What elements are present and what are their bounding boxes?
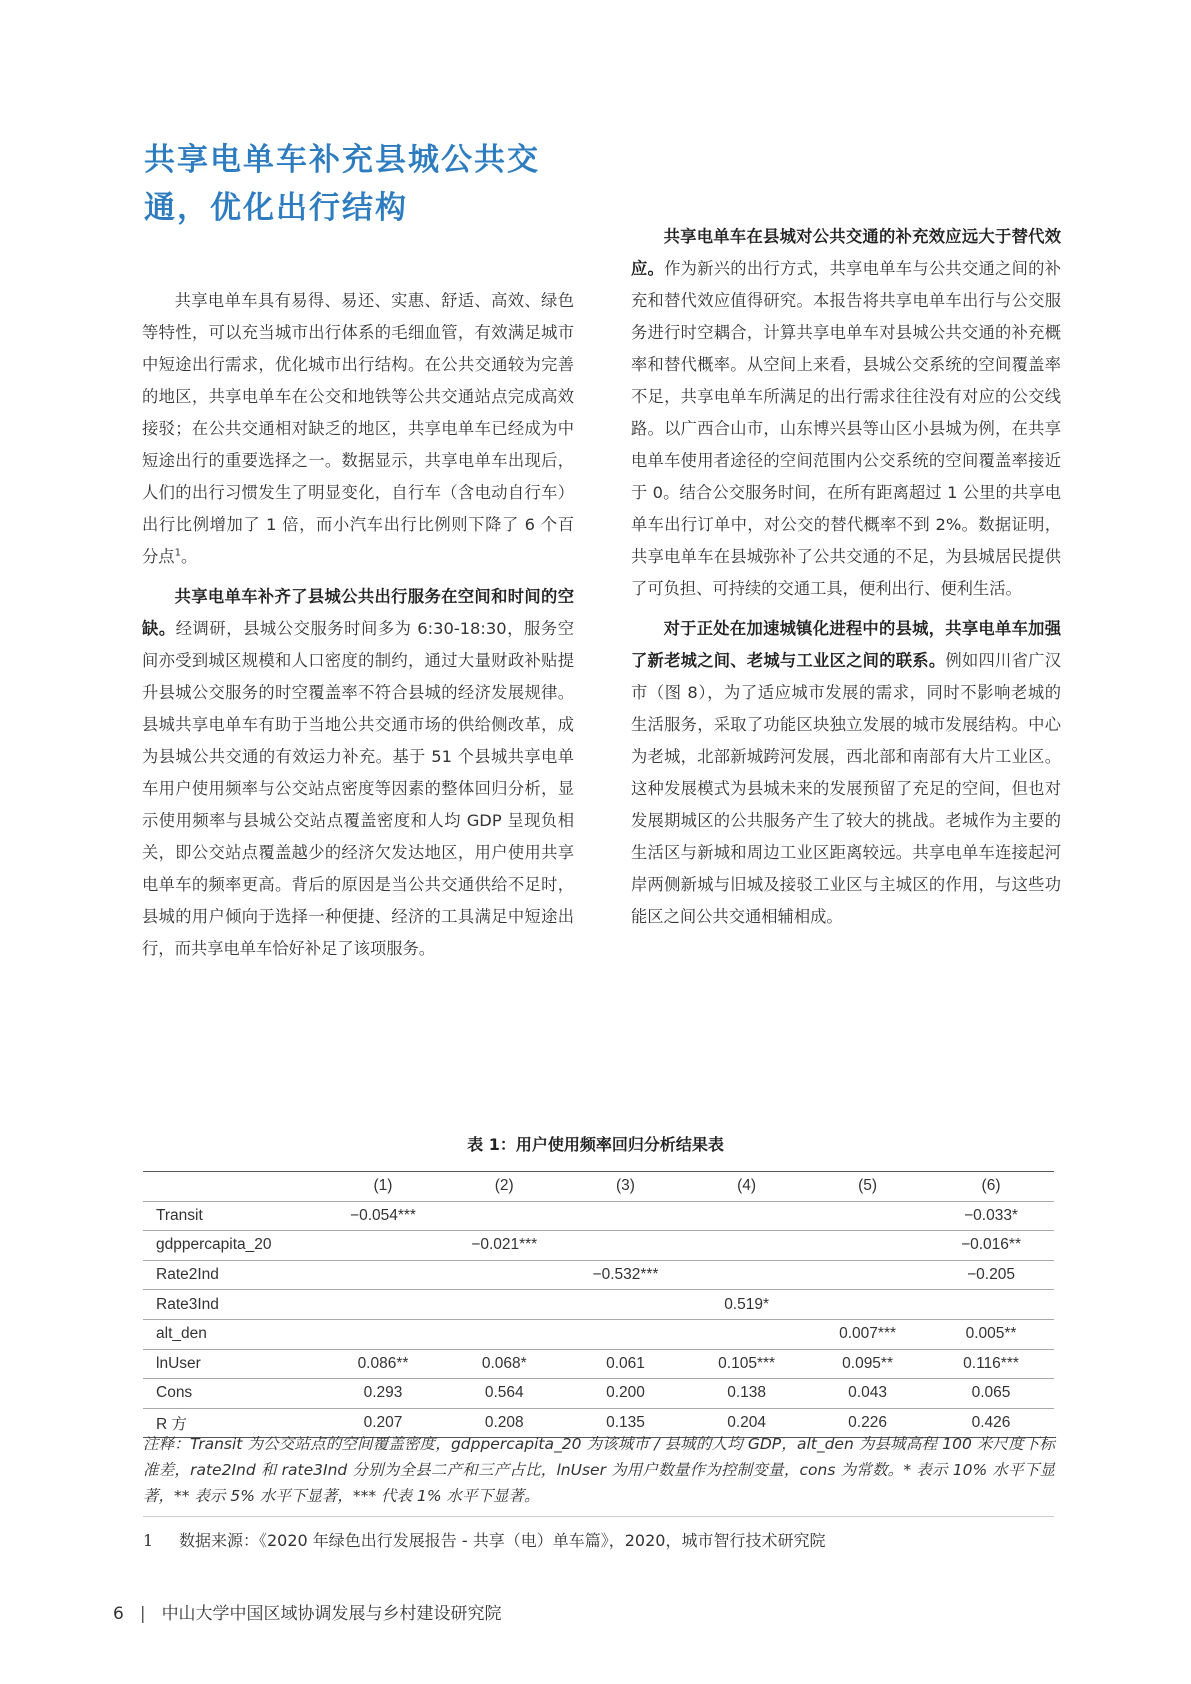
table-cell <box>686 1201 807 1231</box>
table-cell <box>686 1260 807 1290</box>
table-cell <box>565 1201 686 1231</box>
table-cell: 0.426 <box>928 1408 1054 1438</box>
table-cell: 0.086** <box>322 1349 443 1379</box>
table-note: 注释：Transit 为公交站点的空间覆盖密度，gdppercapita_20 为该城市 / 县城的人均 GDP，alt_den 为县城高程 100 米尺度下标准差，rate2Ind 和 rate3Ind 分别为全县二产和三产占比，lnUser 为用户数量作为控制变量，cons 为常数。* 表示 10% 水平下显著，** 表示 5% 水平下显著，*** 代表 1% 水平下显著。 <box>143 1435 1055 1505</box>
table-cell: −0.532*** <box>565 1260 686 1290</box>
table-cell: −0.016** <box>928 1231 1054 1261</box>
table-cell <box>686 1319 807 1349</box>
table-cell: 0.138 <box>686 1379 807 1409</box>
row-variable-name: gdppercapita_20 <box>143 1231 322 1261</box>
table-cell <box>807 1231 928 1261</box>
paragraph-lead: 共享电单车在县城对公共交通的补充效应远大于替代效应。 <box>631 227 1061 278</box>
table-cell <box>322 1231 443 1261</box>
footer-separator: | <box>139 1604 146 1624</box>
paragraph-text: 。 <box>180 547 198 566</box>
row-variable-name: lnUser <box>143 1349 322 1379</box>
table-header-cell: (5) <box>807 1172 928 1202</box>
table-cell <box>322 1260 443 1290</box>
table-cell: 0.564 <box>444 1379 565 1409</box>
table-cell <box>807 1260 928 1290</box>
paragraph <box>631 613 1061 933</box>
table-header-cell: (6) <box>928 1172 1054 1202</box>
paragraph <box>142 285 574 573</box>
table-cell <box>565 1231 686 1261</box>
table-row <box>143 1319 1054 1349</box>
right-text-column <box>631 221 1061 941</box>
paragraph-text: 经调研，县城公交服务时间多为 6:30-18:30，服务空间亦受到城区规模和人口密度的制约，通过大量财政补贴提升县城公交服务的时空覆盖率不符合县城的经济发展规律。县城共享电单车有助于当地公共交通市场的供给侧改革，成为县城公共交通的有效运力补充。基于 51 个县城共享电单车用户使用频率与公交站点密度等因素的整体回归分析，显示使用频率与县城公交站点覆盖密度和人均 GDP 呈现负相关，即公交站点覆盖越少的经济欠发达地区，用户使用共享电单车的频率更高。背后的原因是当公共交通供给不足时，县城的用户倾向于选择一种便捷、经济的工具满足中短途出行，而共享电单车恰好补足了该项服务。 <box>142 619 574 958</box>
paragraph-text: 作为新兴的出行方式，共享电单车与公共交通之间的补充和替代效应值得研究。本报告将共享电单车出行与公交服务进行时空耦合，计算共享电单车对县城公共交通的补充概率和替代概率。从空间上来看，县城公交系统的空间覆盖率不足，共享电单车所满足的出行需求往往没有对应的公交线路。以广西合山市，山东博兴县等山区小县城为例，在共享电单车使用者途径的空间范围内公交系统的空间覆盖率接近于 0。结合公交服务时间，在所有距离超过 1 公里的共享电单车出行订单中，对公交的替代概率不到 2%。数据证明，共享电单车在县城弥补了公共交通的不足，为县城居民提供了可负担、可持续的交通工具，便利出行、便利生活。 <box>631 259 1061 598</box>
table-cell <box>444 1319 565 1349</box>
table-cell: −0.033* <box>928 1201 1054 1231</box>
paragraph-lead: 共享电单车补齐了县城公共出行服务在空间和时间的空缺。 <box>142 587 574 638</box>
table-header-row <box>143 1172 1054 1202</box>
table-cell <box>322 1319 443 1349</box>
footnote-number: 1 <box>143 1531 154 1550</box>
table-cell: 0.135 <box>565 1408 686 1438</box>
row-variable-name: Transit <box>143 1201 322 1231</box>
table-cell: −0.021*** <box>444 1231 565 1261</box>
table-cell: 0.200 <box>565 1379 686 1409</box>
paragraph-text: 例如四川省广汉市（图 8），为了适应城市发展的需求，同时不影响老城的生活服务，采取了功能区块独立发展的城市发展结构。中心为老城，北部新城跨河发展，西北部和南部有大片工业区。这种发展模式为县城未来的发展预留了充足的空间，但也对发展期城区的公共服务产生了较大的挑战。老城作为主要的生活区与新城和周边工业区距离较远。共享电单车连接起河岸两侧新城与旧城及接驳工业区与主城区的作用，与这些功能区之间公共交通相辅相成。 <box>631 651 1061 926</box>
left-text-column <box>142 285 574 973</box>
table-header-cell: (2) <box>444 1172 565 1202</box>
table-cell <box>444 1260 565 1290</box>
table-cell: 0.519* <box>686 1290 807 1320</box>
page-number: 6 <box>113 1604 124 1624</box>
table-cell <box>807 1290 928 1320</box>
table-cell: 0.005** <box>928 1319 1054 1349</box>
paragraph <box>631 221 1061 605</box>
footnote-divider <box>143 1516 1054 1517</box>
table-row <box>143 1379 1054 1409</box>
row-variable-name: Rate3Ind <box>143 1290 322 1320</box>
table-cell: 0.065 <box>928 1379 1054 1409</box>
table-caption: 表 1：用户使用频率回归分析结果表 <box>467 1135 724 1154</box>
table-cell <box>322 1290 443 1320</box>
table-row <box>143 1349 1054 1379</box>
table-cell: −0.054*** <box>322 1201 443 1231</box>
table-cell: 0.208 <box>444 1408 565 1438</box>
table-row <box>143 1231 1054 1261</box>
table-header-cell: (1) <box>322 1172 443 1202</box>
table-cell <box>565 1290 686 1320</box>
row-variable-name: Cons <box>143 1379 322 1409</box>
table-cell: 0.061 <box>565 1349 686 1379</box>
paragraph <box>142 581 574 965</box>
page-footer <box>113 1599 502 1624</box>
paragraph-text: 共享电单车具有易得、易还、实惠、舒适、高效、绿色等特性，可以充当城市出行体系的毛细血管，有效满足城市中短途出行需求，优化城市出行结构。在公共交通较为完善的地区，共享电单车在公交和地铁等公共交通站点完成高效接驳；在公共交通相对缺乏的地区，共享电单车已经成为中短途出行的重要选择之一。数据显示，共享电单车出现后，人们的出行习惯发生了明显变化，自行车（含电动自行车）出行比例增加了 1 倍，而小汽车出行比例则下降了 6 个百分点 <box>142 291 574 566</box>
footnote <box>143 1528 1054 1551</box>
table-cell: 0.043 <box>807 1379 928 1409</box>
row-variable-name: Rate2Ind <box>143 1260 322 1290</box>
row-variable-name: alt_den <box>143 1319 322 1349</box>
table-cell <box>444 1290 565 1320</box>
table-cell: 0.095** <box>807 1349 928 1379</box>
table-row <box>143 1260 1054 1290</box>
table-cell: 0.068* <box>444 1349 565 1379</box>
table-cell <box>686 1231 807 1261</box>
table-cell: 0.204 <box>686 1408 807 1438</box>
table-header-cell: (4) <box>686 1172 807 1202</box>
table-cell: 0.207 <box>322 1408 443 1438</box>
table-cell: −0.205 <box>928 1260 1054 1290</box>
row-variable-name: R 方 <box>143 1408 322 1438</box>
table-cell: 0.226 <box>807 1408 928 1438</box>
table-cell <box>928 1290 1054 1320</box>
table-header-cell: (3) <box>565 1172 686 1202</box>
regression-table <box>143 1171 1054 1438</box>
table-row <box>143 1201 1054 1231</box>
table-cell: 0.293 <box>322 1379 443 1409</box>
table-cell: 0.007*** <box>807 1319 928 1349</box>
table-cell: 0.105*** <box>686 1349 807 1379</box>
paragraph-lead: 对于正处在加速城镇化进程中的县城，共享电单车加强了新老城之间、老城与工业区之间的联系。 <box>631 619 1061 670</box>
footer-institute: 中山大学中国区域协调发展与乡村建设研究院 <box>161 1604 502 1624</box>
table-cell <box>444 1201 565 1231</box>
footnote-ref[interactable]: 1 <box>174 547 181 559</box>
table-cell: 0.116*** <box>928 1349 1054 1379</box>
footnote-text: 数据来源：《2020 年绿色出行发展报告 - 共享（电）单车篇》，2020，城市智行技术研究院 <box>179 1531 826 1550</box>
table-cell <box>807 1201 928 1231</box>
table-row <box>143 1290 1054 1320</box>
section-title: 共享电单车补充县城公共交通，优化出行结构 <box>144 142 540 226</box>
table-cell <box>565 1319 686 1349</box>
table-header-empty <box>143 1172 322 1202</box>
